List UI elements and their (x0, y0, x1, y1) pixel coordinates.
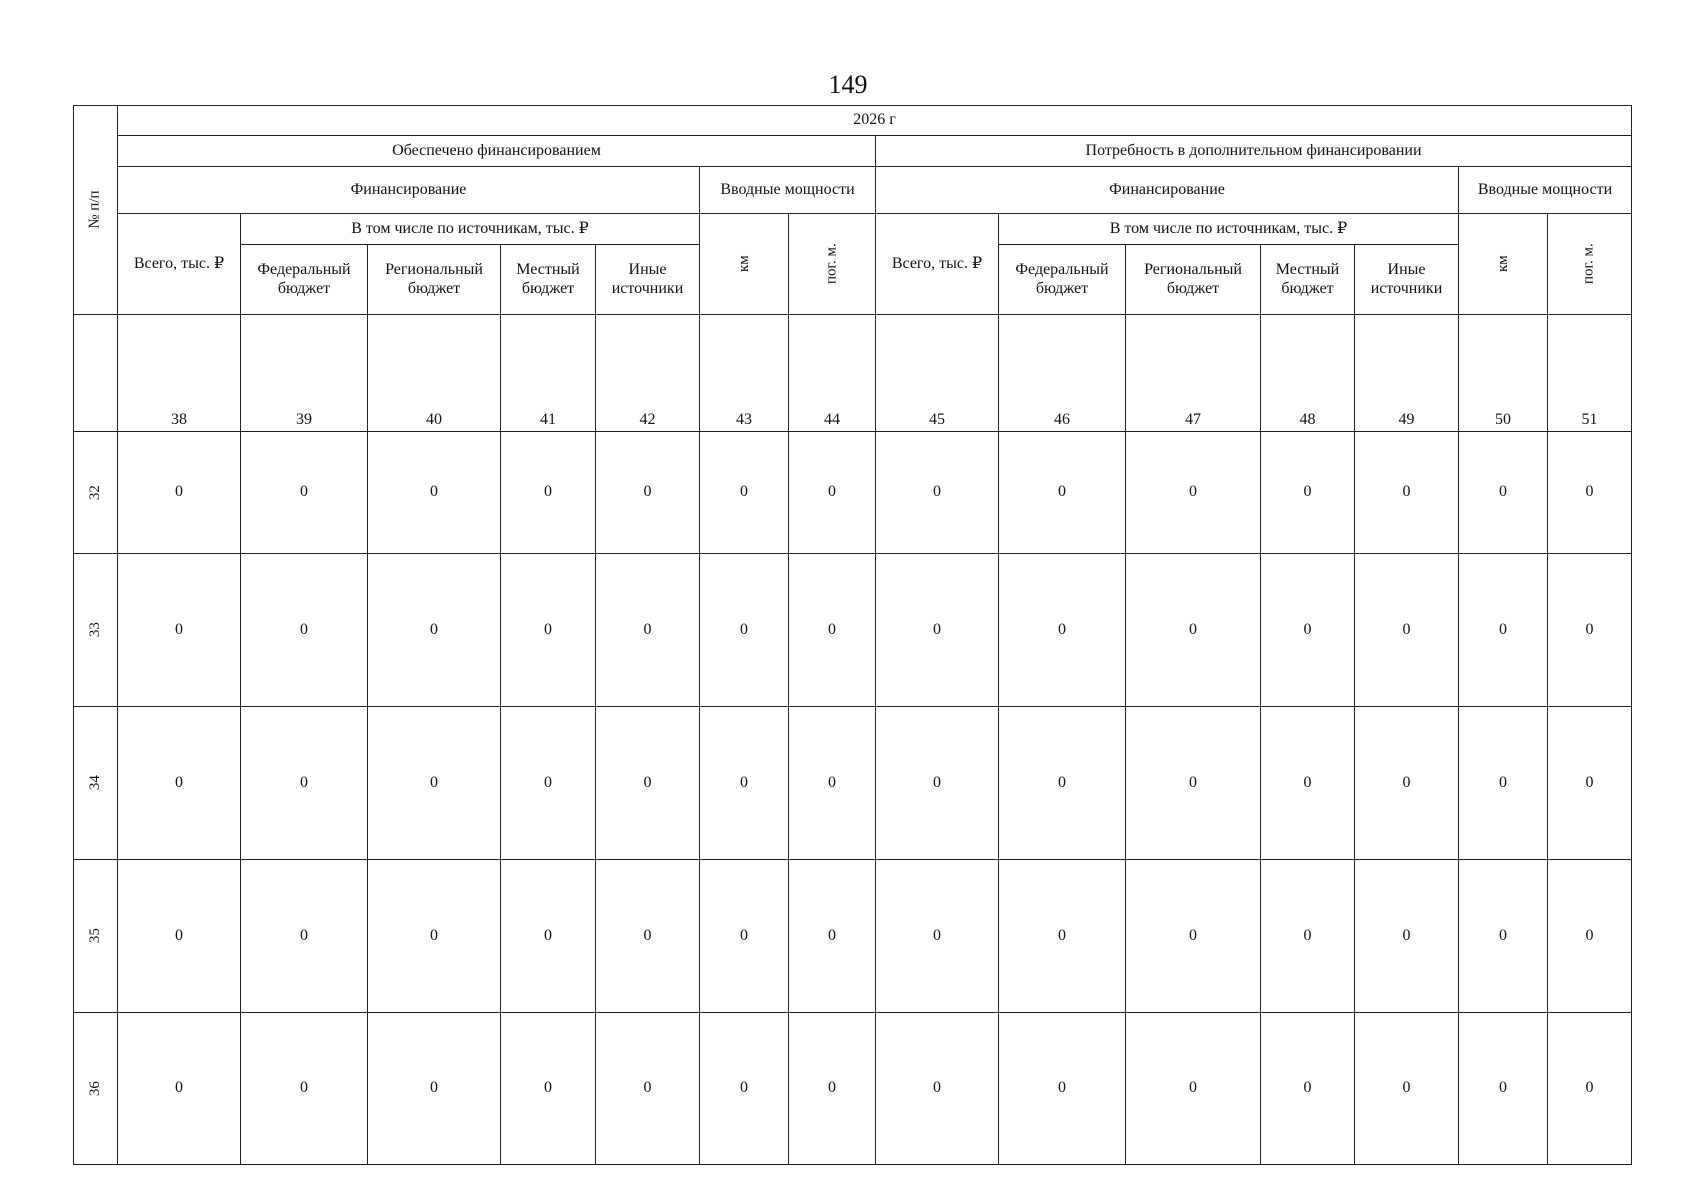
table-cell: 0 (789, 707, 876, 860)
table-header (74, 106, 1632, 315)
table-row (74, 707, 1632, 860)
table-cell: 0 (1126, 554, 1261, 707)
column-number-empty (74, 315, 118, 432)
table-cell: 0 (241, 860, 368, 1013)
table-cell: 0 (1355, 707, 1459, 860)
column-number: 51 (1548, 315, 1632, 432)
year-header: 2026 г (118, 106, 1632, 136)
table-cell: 0 (789, 860, 876, 1013)
row-no-header: № п/п (74, 106, 118, 315)
table-cell: 0 (999, 860, 1126, 1013)
total-header-secured: Всего, тыс. ₽ (118, 214, 241, 315)
table-cell: 0 (596, 860, 700, 1013)
total-header-additional: Всего, тыс. ₽ (876, 214, 999, 315)
column-number: 49 (1355, 315, 1459, 432)
table-cell: 0 (1548, 860, 1632, 1013)
table-cell: 0 (241, 1013, 368, 1165)
secured-header: Обеспечено финансированием (118, 136, 876, 167)
column-number: 46 (999, 315, 1126, 432)
table-cell: 0 (501, 432, 596, 554)
table-cell: 0 (999, 707, 1126, 860)
row-number: 35 (74, 860, 118, 1013)
table-cell: 0 (1459, 432, 1548, 554)
table-cell: 0 (1459, 707, 1548, 860)
table-cell: 0 (700, 860, 789, 1013)
pog-m-header-secured: пог. м. (789, 214, 876, 315)
column-number: 45 (876, 315, 999, 432)
page-number: 149 (828, 70, 868, 99)
table-cell: 0 (501, 554, 596, 707)
column-number: 43 (700, 315, 789, 432)
table-cell: 0 (501, 860, 596, 1013)
table-cell: 0 (596, 707, 700, 860)
table-cell: 0 (1548, 554, 1632, 707)
capacity-header-secured: Вводные мощности (700, 167, 876, 214)
column-numbers (74, 315, 1632, 432)
sources-header-secured: В том числе по источникам, тыс. ₽ (241, 214, 700, 245)
column-number: 40 (368, 315, 501, 432)
column-number: 44 (789, 315, 876, 432)
regional-header-additional: Региональный бюджет (1126, 245, 1261, 315)
table-cell: 0 (1548, 1013, 1632, 1165)
table-cell: 0 (1355, 432, 1459, 554)
additional-header: Потребность в дополнительном финансировании (876, 136, 1632, 167)
table-cell: 0 (501, 707, 596, 860)
pog-m-header-additional: пог. м. (1548, 214, 1632, 315)
column-number: 39 (241, 315, 368, 432)
table-cell: 0 (368, 1013, 501, 1165)
table-cell: 0 (596, 554, 700, 707)
table-cell: 0 (1261, 554, 1355, 707)
capacity-header-additional: Вводные мощности (1459, 167, 1632, 214)
local-header-additional: Местный бюджет (1261, 245, 1355, 315)
federal-header-secured: Федеральный бюджет (241, 245, 368, 315)
table-cell: 0 (1459, 554, 1548, 707)
row-number: 34 (74, 707, 118, 860)
table-cell: 0 (876, 432, 999, 554)
table-cell: 0 (1548, 707, 1632, 860)
financing-header-additional: Финансирование (876, 167, 1459, 214)
column-number: 48 (1261, 315, 1355, 432)
column-number: 42 (596, 315, 700, 432)
km-header-additional: км (1459, 214, 1548, 315)
column-number-row (74, 315, 1632, 432)
financing-header-secured: Финансирование (118, 167, 700, 214)
table-cell: 0 (1459, 1013, 1548, 1165)
table-cell: 0 (1126, 860, 1261, 1013)
row-number: 33 (74, 554, 118, 707)
table-cell: 0 (596, 1013, 700, 1165)
table-cell: 0 (1355, 554, 1459, 707)
table-cell: 0 (1261, 1013, 1355, 1165)
table-cell: 0 (999, 554, 1126, 707)
table-cell: 0 (876, 860, 999, 1013)
table-cell: 0 (1548, 432, 1632, 554)
column-number: 41 (501, 315, 596, 432)
table-cell: 0 (1355, 1013, 1459, 1165)
table-cell: 0 (876, 554, 999, 707)
table-cell: 0 (118, 432, 241, 554)
other-header-secured: Иные источники (596, 245, 700, 315)
table-row (74, 554, 1632, 707)
column-number: 38 (118, 315, 241, 432)
federal-header-additional: Федеральный бюджет (999, 245, 1126, 315)
row-number: 36 (74, 1013, 118, 1165)
table-cell: 0 (241, 554, 368, 707)
row-number: 32 (74, 432, 118, 554)
table-cell: 0 (1459, 860, 1548, 1013)
table-cell: 0 (241, 707, 368, 860)
table-cell: 0 (368, 432, 501, 554)
column-number: 50 (1459, 315, 1548, 432)
table-cell: 0 (789, 1013, 876, 1165)
table-cell: 0 (1355, 860, 1459, 1013)
table-cell: 0 (501, 1013, 596, 1165)
financing-table (73, 105, 1632, 1165)
table-cell: 0 (1261, 860, 1355, 1013)
table-cell: 0 (700, 554, 789, 707)
table-cell: 0 (368, 707, 501, 860)
table-cell: 0 (700, 432, 789, 554)
table-cell: 0 (368, 860, 501, 1013)
table-cell: 0 (118, 860, 241, 1013)
table-row (74, 1013, 1632, 1165)
table-cell: 0 (118, 1013, 241, 1165)
table-cell: 0 (596, 432, 700, 554)
other-header-additional: Иные источники (1355, 245, 1459, 315)
regional-header-secured: Региональный бюджет (368, 245, 501, 315)
table-cell: 0 (876, 1013, 999, 1165)
table-cell: 0 (241, 432, 368, 554)
table-cell: 0 (999, 1013, 1126, 1165)
table-cell: 0 (118, 554, 241, 707)
table-cell: 0 (876, 707, 999, 860)
table-cell: 0 (789, 432, 876, 554)
table-cell: 0 (1126, 707, 1261, 860)
table-cell: 0 (700, 707, 789, 860)
table-cell: 0 (789, 554, 876, 707)
table-cell: 0 (999, 432, 1126, 554)
table-row (74, 860, 1632, 1013)
table-row (74, 432, 1632, 554)
table-cell: 0 (1261, 432, 1355, 554)
km-header-secured: км (700, 214, 789, 315)
table-cell: 0 (700, 1013, 789, 1165)
sources-header-additional: В том числе по источникам, тыс. ₽ (999, 214, 1459, 245)
table-cell: 0 (1261, 707, 1355, 860)
table-cell: 0 (1126, 432, 1261, 554)
table-body (74, 432, 1632, 1165)
table-cell: 0 (368, 554, 501, 707)
local-header-secured: Местный бюджет (501, 245, 596, 315)
table-cell: 0 (118, 707, 241, 860)
table-cell: 0 (1126, 1013, 1261, 1165)
column-number: 47 (1126, 315, 1261, 432)
